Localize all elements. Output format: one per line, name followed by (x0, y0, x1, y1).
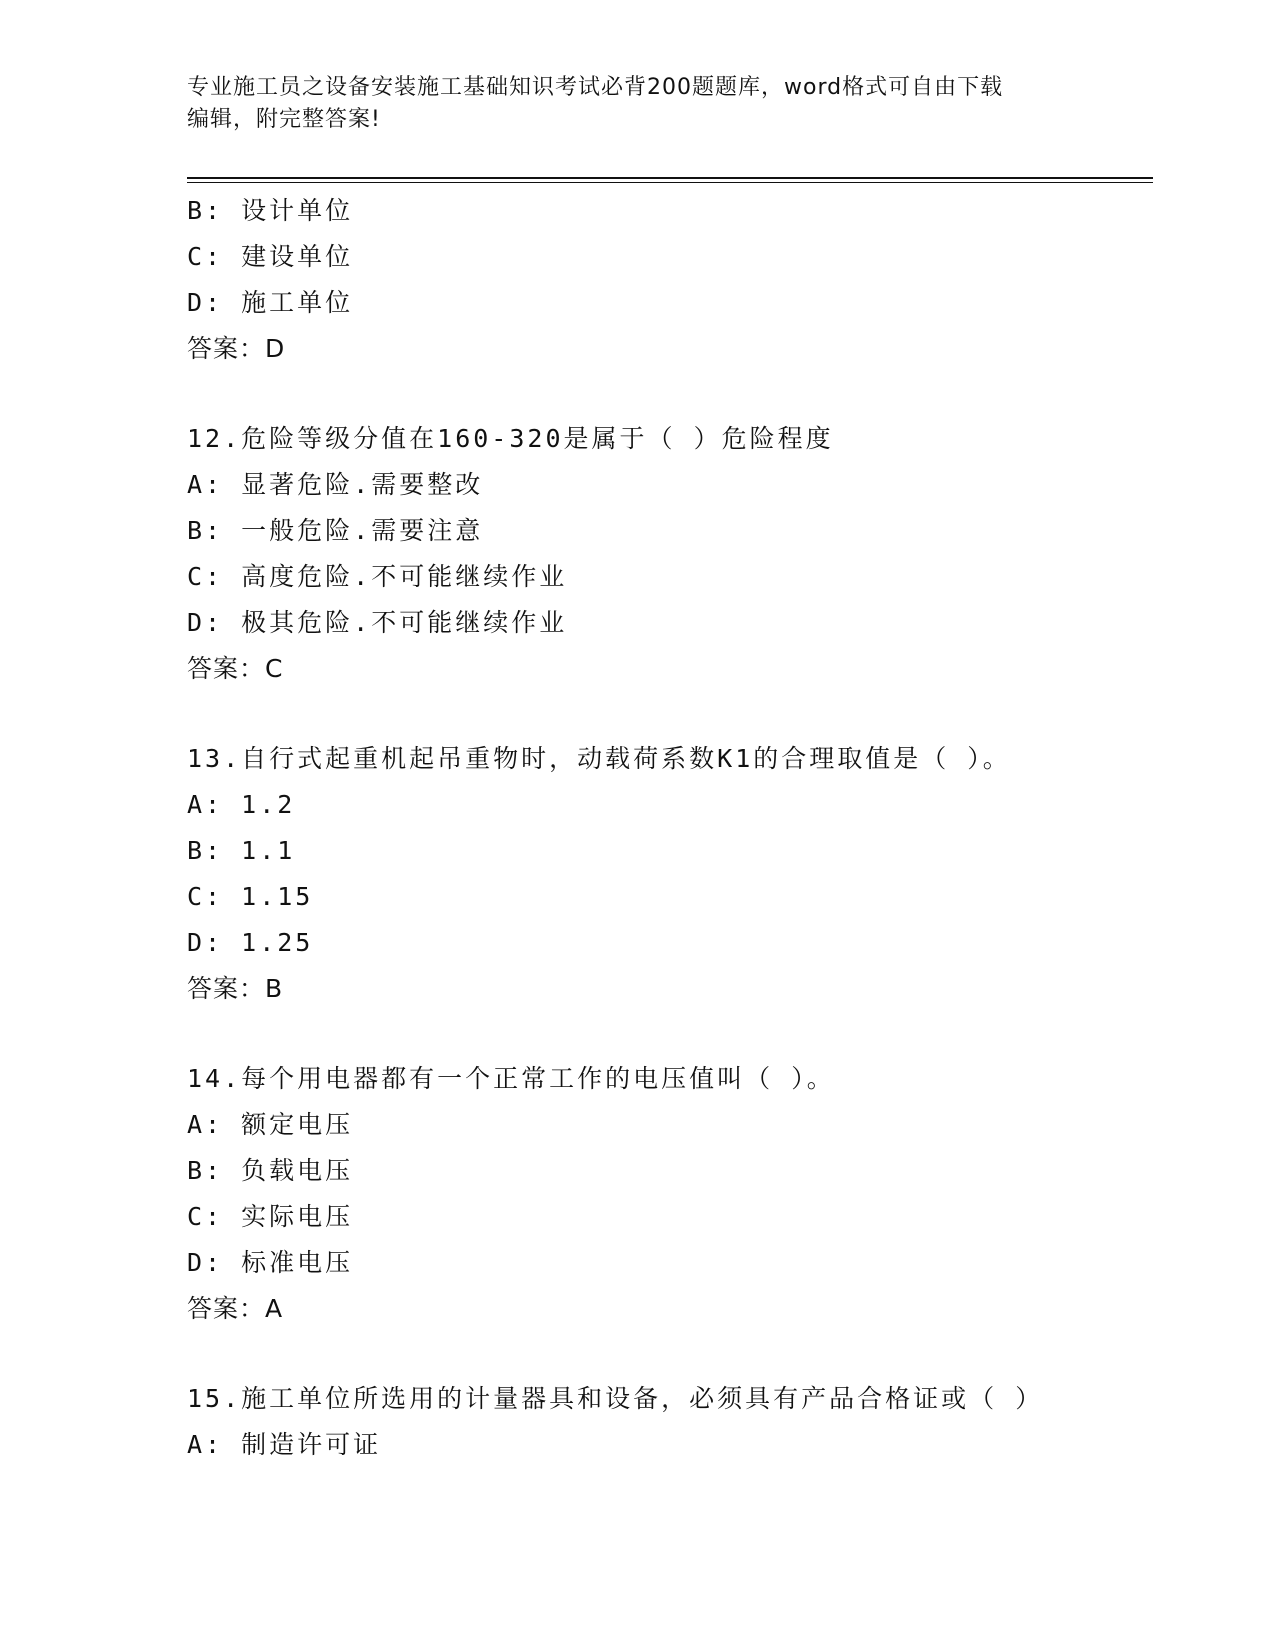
header-line-1: 专业施工员之设备安装施工基础知识考试必背200题题库，word格式可自由下载 (187, 75, 1004, 100)
option-d: D: 标准电压 (187, 1248, 354, 1277)
header-divider-thick (187, 177, 1153, 179)
option-d: D: 施工单位 (187, 288, 354, 317)
question-text: 14.每个用电器都有一个正常工作的电压值叫（ ）。 (187, 1064, 835, 1093)
option-a: A: 额定电压 (187, 1110, 354, 1139)
question-text: 12.危险等级分值在160-320是属于（ ）危险程度 (187, 424, 834, 453)
option-c: C: 高度危险.不可能继续作业 (187, 562, 568, 591)
option-a: A: 制造许可证 (187, 1430, 382, 1459)
header-line-2: 编辑，附完整答案! (187, 107, 381, 132)
spacer (187, 692, 1147, 736)
spacer (187, 1012, 1147, 1056)
header-divider-thin (187, 182, 1153, 183)
spacer (187, 1332, 1147, 1376)
option-b: B: 1.1 (187, 836, 296, 865)
answer-line: 答案：C (187, 654, 284, 683)
answer-line: 答案：D (187, 334, 286, 363)
option-b: B: 负载电压 (187, 1156, 354, 1185)
question-13 (187, 736, 1147, 1012)
question-11-continued (187, 188, 1147, 372)
question-12 (187, 416, 1147, 692)
option-b: B: 设计单位 (187, 196, 354, 225)
question-text: 15.施工单位所选用的计量器具和设备，必须具有产品合格证或（ ） (187, 1384, 1044, 1413)
option-c: C: 建设单位 (187, 242, 354, 271)
option-d: D: 1.25 (187, 928, 314, 957)
question-15 (187, 1376, 1147, 1468)
option-a: A: 1.2 (187, 790, 296, 819)
option-c: C: 实际电压 (187, 1202, 354, 1231)
spacer (187, 372, 1147, 416)
question-text: 13.自行式起重机起吊重物时，动载荷系数K1的合理取值是（ ）。 (187, 744, 1011, 773)
option-d: D: 极其危险.不可能继续作业 (187, 608, 568, 637)
option-a: A: 显著危险.需要整改 (187, 470, 484, 499)
document-header (187, 72, 1067, 136)
question-14 (187, 1056, 1147, 1332)
option-b: B: 一般危险.需要注意 (187, 516, 484, 545)
question-list (187, 188, 1147, 1468)
option-c: C: 1.15 (187, 882, 314, 911)
answer-line: 答案：A (187, 1294, 284, 1323)
answer-line: 答案：B (187, 974, 284, 1003)
